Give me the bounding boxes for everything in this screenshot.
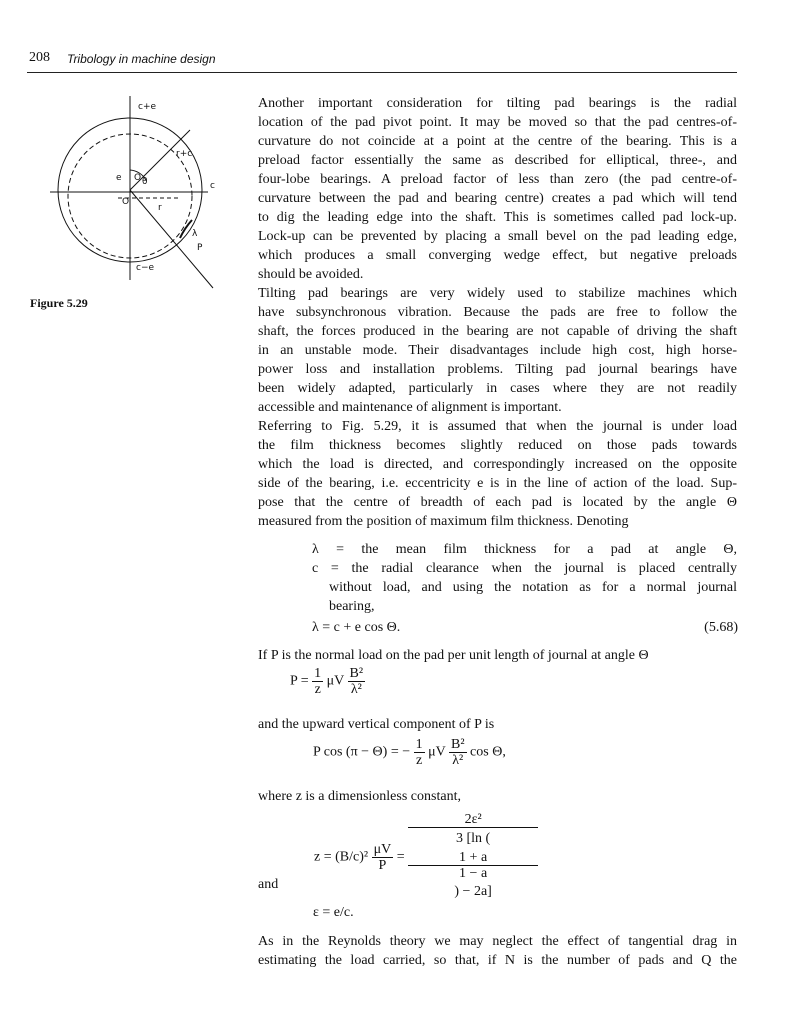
numerator: B² — [451, 737, 465, 752]
label-p: P — [197, 243, 203, 253]
label-theta: θ — [142, 177, 148, 187]
eq-lhs: P cos (π − Θ) = − — [313, 744, 411, 760]
den-prefix: 3 — [455, 831, 463, 846]
eq-lhs: z = — [314, 849, 332, 865]
running-header — [27, 48, 737, 73]
text-line: which produces a small converging wedge effect, but negative preloads — [258, 248, 737, 263]
label-c-minus-e: c−e — [136, 263, 155, 273]
def-c: c = the radial clearance when the journal is placed centrally — [312, 561, 737, 576]
load-intro: If P is the normal load on the pad per unit length of journal at angle Θ — [258, 648, 649, 663]
den-tail: − 2a — [462, 884, 488, 899]
text-line: measured from the position of maximum film thickness. Denoting — [258, 514, 629, 529]
text-line: Referring to Fig. 5.29, it is assumed that when the journal is under load — [258, 419, 737, 434]
fraction — [414, 737, 425, 768]
text-line: As in the Reynolds theory we may neglect the effect of tangential drag in — [258, 934, 737, 949]
equation-p — [290, 666, 365, 697]
label-c: c — [210, 181, 215, 191]
text-line: which the load is directed, and correspondingly increased on the opposite — [258, 457, 737, 472]
numerator: 2ε² — [408, 812, 538, 828]
figure-caption: Figure 5.29 — [30, 296, 88, 310]
fraction — [348, 666, 366, 697]
eq-lhs: P = — [290, 673, 309, 689]
text-line: Lock-up can be prevented by placing a small bevel on the pad leading edge, — [258, 229, 737, 244]
text-line: side of the bearing, i.e. eccentricity e is in the line of action of the load. Sup- — [258, 476, 737, 491]
den-ln: ln — [471, 831, 483, 846]
numerator: 1 — [415, 737, 423, 752]
numerator: μV — [373, 842, 392, 857]
equation-number: (5.68) — [704, 620, 738, 635]
eq-paren: (B/c)² — [335, 849, 369, 865]
label-o-lower: O — [122, 197, 130, 207]
denominator: 1 − a — [459, 866, 488, 881]
and-word: and — [258, 877, 279, 892]
label-c-plus-e: c+e — [138, 102, 157, 112]
def-c: bearing, — [329, 599, 375, 614]
denominator: λ² — [350, 682, 362, 697]
denominator: 3 [ln ( 1 + a 1 − a ) − 2a] — [408, 828, 538, 903]
equation-lambda: λ = c + e cos Θ. — [312, 620, 401, 635]
text-line: Another important consideration for tilting pad bearings is the radial — [258, 96, 737, 111]
label-lambda: λ — [192, 229, 198, 239]
text-line: to dig the leading edge into the shaft. This is sometimes called pad lock-up. — [258, 210, 737, 225]
fraction — [312, 666, 323, 697]
label-e: e — [116, 173, 122, 183]
fraction — [372, 842, 394, 873]
text-line: power loss and installation problems. Tilting pad journal bearings have — [258, 362, 737, 377]
text-line: curvature between the pad and bearing centre) creates a pad which will tend — [258, 191, 737, 206]
text-line: have subsynchronous vibration. Because the pads are free to follow the — [258, 305, 737, 320]
text-line: estimating the load carried, so that, if N is the number of pads and Q the — [258, 953, 737, 968]
eq-mid: μV — [428, 744, 446, 760]
text-line: been widely adapted, particularly in cases where they are not readily — [258, 381, 737, 396]
text-line: shaft, the forces produced in the bearing are not capable of driving the shaft — [258, 324, 737, 339]
fraction — [408, 850, 538, 881]
running-title: Tribology in machine design — [67, 52, 216, 66]
text-line: should be avoided. — [258, 267, 364, 282]
text-line: curvature do not coincide at a point at the centre of the bearing. This is a — [258, 134, 737, 149]
numerator: B² — [349, 666, 364, 681]
text-line: four-lobe bearings. A preload factor of less than zero (the pad centre-of- — [258, 172, 737, 187]
label-r-plus-c: r+c — [176, 149, 193, 159]
numerator: 1 — [314, 666, 322, 681]
equation-epsilon: ε = e/c. — [313, 905, 354, 920]
denominator: z — [416, 753, 423, 768]
text-line: location of the pad pivot point. It may be moved so that the pad centres-of- — [258, 115, 737, 130]
denominator: λ² — [452, 753, 464, 768]
denominator: P — [378, 858, 387, 873]
text-line: pose that the centre of breadth of each pad is located by the angle Θ — [258, 495, 737, 510]
text-line: the film thickness becomes slightly reduced on those pads towards — [258, 438, 737, 453]
denominator: z — [314, 682, 321, 697]
page-number: 208 — [29, 50, 50, 65]
vertical-intro: and the upward vertical component of P is — [258, 717, 495, 732]
text-line: in an unstable mode. Their disadvantages include high cost, high horse- — [258, 343, 737, 358]
text-line: accessible and maintenance of alignment is important. — [258, 400, 562, 415]
bearing-diagram — [30, 88, 220, 293]
def-c: without load, and using the notation as for a normal journal — [329, 580, 737, 595]
z-intro: where z is a dimensionless constant, — [258, 789, 461, 804]
fraction — [449, 737, 467, 768]
eq-tail: cos Θ, — [470, 744, 506, 760]
fraction — [408, 812, 538, 903]
text-line: Tilting pad bearings are very widely used to stabilize machines which — [258, 286, 737, 301]
label-r: r — [158, 203, 162, 213]
def-lambda: λ = the mean film thickness for a pad at angle Θ, — [312, 542, 737, 557]
label-o-upper: O — [134, 173, 142, 183]
equation-z — [314, 812, 538, 903]
equation-p-cos — [313, 737, 506, 768]
eq-sign: = — [396, 849, 405, 865]
numerator: 1 + a — [408, 850, 538, 866]
eq-mid: μV — [326, 673, 345, 689]
text-line: preload factor essentially the same as described for elliptical, three-, and — [258, 153, 737, 168]
